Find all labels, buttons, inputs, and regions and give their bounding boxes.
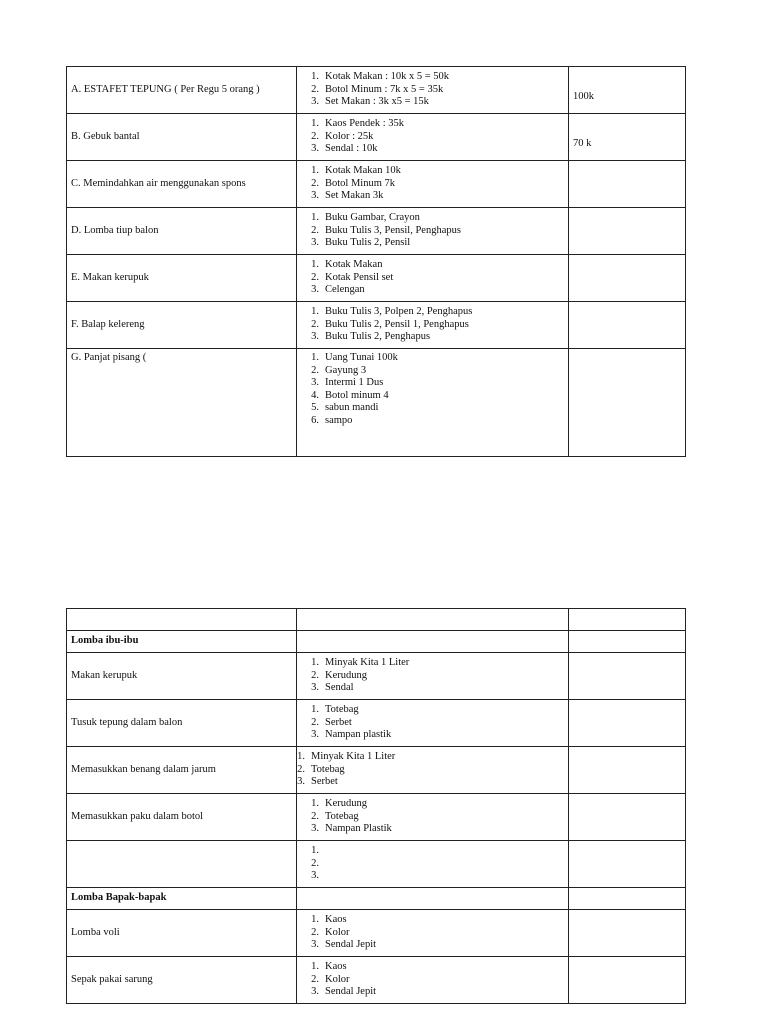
empty-cell	[297, 631, 569, 653]
list-number: 2.	[311, 364, 319, 376]
list-number: 1.	[311, 165, 319, 177]
prize-text: Serbet	[311, 776, 338, 788]
empty-cell	[569, 794, 686, 841]
prize-text: Sendal Jepit	[325, 986, 377, 998]
list-number: 1.	[311, 118, 319, 130]
prize-cell	[297, 208, 569, 255]
prize-text: Nampan plastik	[325, 729, 392, 741]
list-item	[301, 974, 564, 987]
prize-cell	[297, 302, 569, 349]
table-2-body	[67, 609, 686, 1004]
prize-cell	[297, 747, 569, 794]
empty-cell	[569, 841, 686, 888]
prize-text: Botol minum 4	[325, 389, 389, 401]
budget-cell	[569, 349, 686, 457]
list-item	[301, 331, 564, 344]
list-item	[301, 798, 564, 811]
empty-cell	[297, 609, 569, 631]
event-name: B. Gebuk bantal	[67, 114, 297, 161]
list-item	[301, 961, 564, 974]
prize-text: Buku Tulis 3, Polpen 2, Penghapus	[325, 306, 473, 318]
prize-list	[301, 259, 564, 297]
prize-text: Minyak Kita 1 Liter	[325, 657, 410, 669]
list-number: 3.	[311, 143, 319, 155]
list-item	[301, 823, 564, 836]
list-item	[301, 71, 564, 84]
prize-list	[301, 212, 564, 250]
list-number: 2.	[311, 810, 319, 822]
event-name: E. Makan kerupuk	[67, 255, 297, 302]
list-item	[301, 390, 564, 403]
list-item	[301, 717, 564, 730]
prize-text: Buku Tulis 2, Pensil 1, Penghapus	[325, 318, 469, 330]
prize-text: Buku Tulis 2, Penghapus	[325, 331, 431, 343]
list-number: 2.	[311, 926, 319, 938]
list-number: 2.	[311, 669, 319, 681]
list-item	[301, 190, 564, 203]
list-item	[301, 319, 564, 332]
prize-text: Totebag	[311, 763, 345, 775]
budget-cell: 70 k	[569, 114, 686, 161]
prize-text: Kolor : 25k	[325, 130, 374, 142]
prize-text: Set Makan : 3k x5 = 15k	[325, 96, 429, 108]
prize-cell	[297, 794, 569, 841]
empty-cell	[569, 888, 686, 910]
list-number: 3.	[311, 331, 319, 343]
empty-cell	[569, 910, 686, 957]
list-number: 3.	[311, 939, 319, 951]
list-number: 5.	[311, 402, 319, 413]
list-number: 3.	[311, 96, 319, 108]
table-row	[67, 910, 686, 957]
section-row-bapak	[67, 888, 686, 910]
prize-text: Serbet	[325, 716, 352, 728]
list-number: 2.	[311, 716, 319, 728]
list-number: 1.	[311, 657, 319, 669]
prize-text: Kotak Makan	[325, 259, 383, 271]
list-item	[287, 751, 564, 764]
prize-text: Kotak Makan : 10k x 5 = 50k	[325, 71, 450, 83]
list-item	[301, 682, 564, 695]
empty-cell	[67, 609, 297, 631]
list-number: 1.	[311, 212, 319, 224]
empty-cell	[297, 888, 569, 910]
budget-cell	[569, 208, 686, 255]
list-number: 3.	[311, 682, 319, 694]
section-title-ibu: Lomba ibu-ibu	[67, 631, 297, 653]
list-number: 2.	[311, 318, 319, 330]
table-row	[67, 302, 686, 349]
list-item	[301, 986, 564, 999]
prize-text: Intermi 1 Dus	[325, 377, 384, 388]
list-item	[301, 306, 564, 319]
list-item	[301, 811, 564, 824]
empty-cell	[569, 653, 686, 700]
list-item	[301, 259, 564, 272]
list-number: 2.	[311, 973, 319, 985]
list-item	[301, 914, 564, 927]
table-row	[67, 208, 686, 255]
prize-text: Kaos	[325, 914, 347, 926]
empty-cell	[569, 700, 686, 747]
list-item	[301, 858, 564, 871]
list-item	[301, 212, 564, 225]
list-number: 2.	[311, 83, 319, 95]
list-number: 1.	[311, 352, 319, 363]
list-number: 3.	[311, 284, 319, 296]
prize-text: Minyak Kita 1 Liter	[311, 751, 396, 763]
prize-list	[301, 961, 564, 999]
prize-list	[301, 352, 564, 427]
list-item	[301, 84, 564, 97]
list-item	[301, 415, 564, 428]
list-item	[301, 118, 564, 131]
prize-text: Botol Minum 7k	[325, 177, 396, 189]
prize-text: Kerudung	[325, 669, 367, 681]
list-item	[301, 729, 564, 742]
prize-list	[287, 751, 564, 789]
prize-cell	[297, 67, 569, 114]
prize-text: Totebag	[325, 704, 359, 716]
event-name: Sepak pakai sarung	[67, 957, 297, 1004]
prize-cell	[297, 653, 569, 700]
list-number: 1.	[311, 306, 319, 318]
list-item	[301, 845, 564, 858]
event-name: Memasukkan benang dalam jarum	[67, 747, 297, 794]
prize-cell	[297, 255, 569, 302]
prize-cell	[297, 161, 569, 208]
prize-cell	[297, 349, 569, 457]
table-row	[67, 747, 686, 794]
list-item	[301, 670, 564, 683]
prize-list	[301, 704, 564, 742]
prize-cell	[297, 957, 569, 1004]
event-name: Lomba voli	[67, 910, 297, 957]
list-number: 1.	[311, 914, 319, 926]
budget-cell: 100k	[569, 67, 686, 114]
list-number: 3.	[311, 237, 319, 249]
prize-text: sampo	[325, 414, 353, 426]
table-row	[67, 609, 686, 631]
prize-text: Celengan	[325, 284, 365, 296]
section-row-ibu	[67, 631, 686, 653]
prize-text: sabun mandi	[325, 402, 379, 413]
list-number: 2.	[311, 857, 319, 869]
budget-cell	[569, 255, 686, 302]
prize-text: Kaos Pendek : 35k	[325, 118, 405, 130]
list-number: 2.	[297, 763, 305, 775]
prize-text: Uang Tunai 100k	[325, 352, 398, 363]
prize-text: Kotak Makan 10k	[325, 165, 401, 177]
prize-cell	[297, 700, 569, 747]
event-name: A. ESTAFET TEPUNG ( Per Regu 5 orang )	[67, 67, 297, 114]
event-name: F. Balap kelereng	[67, 302, 297, 349]
list-number: 2.	[311, 224, 319, 236]
event-name: D. Lomba tiup balon	[67, 208, 297, 255]
list-number: 4.	[311, 389, 319, 401]
section-title-bapak: Lomba Bapak-bapak	[67, 888, 297, 910]
list-item	[301, 927, 564, 940]
list-number: 1.	[311, 71, 319, 83]
event-name: C. Memindahkan air menggunakan spons	[67, 161, 297, 208]
list-item	[301, 165, 564, 178]
list-number: 3.	[311, 377, 319, 388]
list-number: 3.	[311, 729, 319, 741]
list-item	[301, 365, 564, 378]
list-number: 3.	[311, 190, 319, 202]
prize-list	[301, 657, 564, 695]
empty-cell	[569, 747, 686, 794]
list-number: 1.	[297, 751, 305, 763]
table-1-body	[67, 67, 686, 457]
prize-list	[301, 71, 564, 109]
budget-cell	[569, 161, 686, 208]
list-item	[301, 131, 564, 144]
event-name: Memasukkan paku dalam botol	[67, 794, 297, 841]
list-number: 3.	[311, 823, 319, 835]
list-item	[301, 352, 564, 365]
table-row	[67, 114, 686, 161]
list-item	[301, 96, 564, 109]
prize-list	[301, 798, 564, 836]
empty-cell	[569, 957, 686, 1004]
list-item	[301, 704, 564, 717]
prize-text: Buku Tulis 2, Pensil	[325, 237, 411, 249]
list-item	[287, 764, 564, 777]
list-number: 6.	[311, 414, 319, 426]
prize-text: Nampan Plastik	[325, 823, 392, 835]
list-item	[301, 870, 564, 883]
table-row	[67, 794, 686, 841]
prize-text: Buku Gambar, Crayon	[325, 212, 420, 224]
table-row	[67, 653, 686, 700]
table-row	[67, 67, 686, 114]
prize-list	[301, 118, 564, 156]
list-item	[301, 225, 564, 238]
list-number: 3.	[311, 870, 319, 882]
prize-cell	[297, 841, 569, 888]
list-number: 3.	[297, 776, 305, 788]
list-item	[301, 657, 564, 670]
list-number: 1.	[311, 961, 319, 973]
list-number: 1.	[311, 259, 319, 271]
prize-list	[301, 165, 564, 203]
prize-list	[301, 914, 564, 952]
table-row	[67, 349, 686, 457]
list-item	[301, 377, 564, 390]
prize-text: Kerudung	[325, 798, 367, 810]
list-number: 2.	[311, 130, 319, 142]
prize-text: Set Makan 3k	[325, 190, 384, 202]
list-item	[301, 939, 564, 952]
event-name: G. Panjat pisang (	[67, 349, 297, 457]
table-row	[67, 161, 686, 208]
list-number: 1.	[311, 704, 319, 716]
prize-text: Botol Minum : 7k x 5 = 35k	[325, 83, 444, 95]
prize-text: Sendal	[325, 682, 354, 694]
budget-cell	[569, 302, 686, 349]
list-item	[287, 776, 564, 789]
event-name: Tusuk tepung dalam balon	[67, 700, 297, 747]
prize-text: Totebag	[325, 810, 359, 822]
prize-text: Kolor	[325, 926, 350, 938]
list-item	[301, 402, 564, 415]
list-number: 2.	[311, 271, 319, 283]
list-item	[301, 178, 564, 191]
table-row	[67, 700, 686, 747]
event-name	[67, 841, 297, 888]
prize-text: Buku Tulis 3, Pensil, Penghapus	[325, 224, 461, 236]
prize-text: Kolor	[325, 973, 350, 985]
prize-list	[301, 845, 564, 883]
prize-text: Kotak Pensil set	[325, 271, 394, 283]
list-number: 2.	[311, 177, 319, 189]
list-item	[301, 143, 564, 156]
empty-cell	[569, 609, 686, 631]
table-row	[67, 841, 686, 888]
prize-cell	[297, 114, 569, 161]
prize-table-children	[66, 66, 686, 457]
list-number: 1.	[311, 845, 319, 857]
prize-text: Sendal : 10k	[325, 143, 378, 155]
event-name: Makan kerupuk	[67, 653, 297, 700]
table-row	[67, 957, 686, 1004]
prize-list	[301, 306, 564, 344]
prize-cell	[297, 910, 569, 957]
list-item	[301, 272, 564, 285]
list-number: 1.	[311, 798, 319, 810]
prize-text: Kaos	[325, 961, 347, 973]
prize-text: Gayung 3	[325, 364, 367, 376]
list-item	[301, 237, 564, 250]
table-row	[67, 255, 686, 302]
prize-table-adults	[66, 608, 686, 1004]
empty-cell	[569, 631, 686, 653]
list-number: 3.	[311, 986, 319, 998]
prize-text: Sendal Jepit	[325, 939, 377, 951]
list-item	[301, 284, 564, 297]
